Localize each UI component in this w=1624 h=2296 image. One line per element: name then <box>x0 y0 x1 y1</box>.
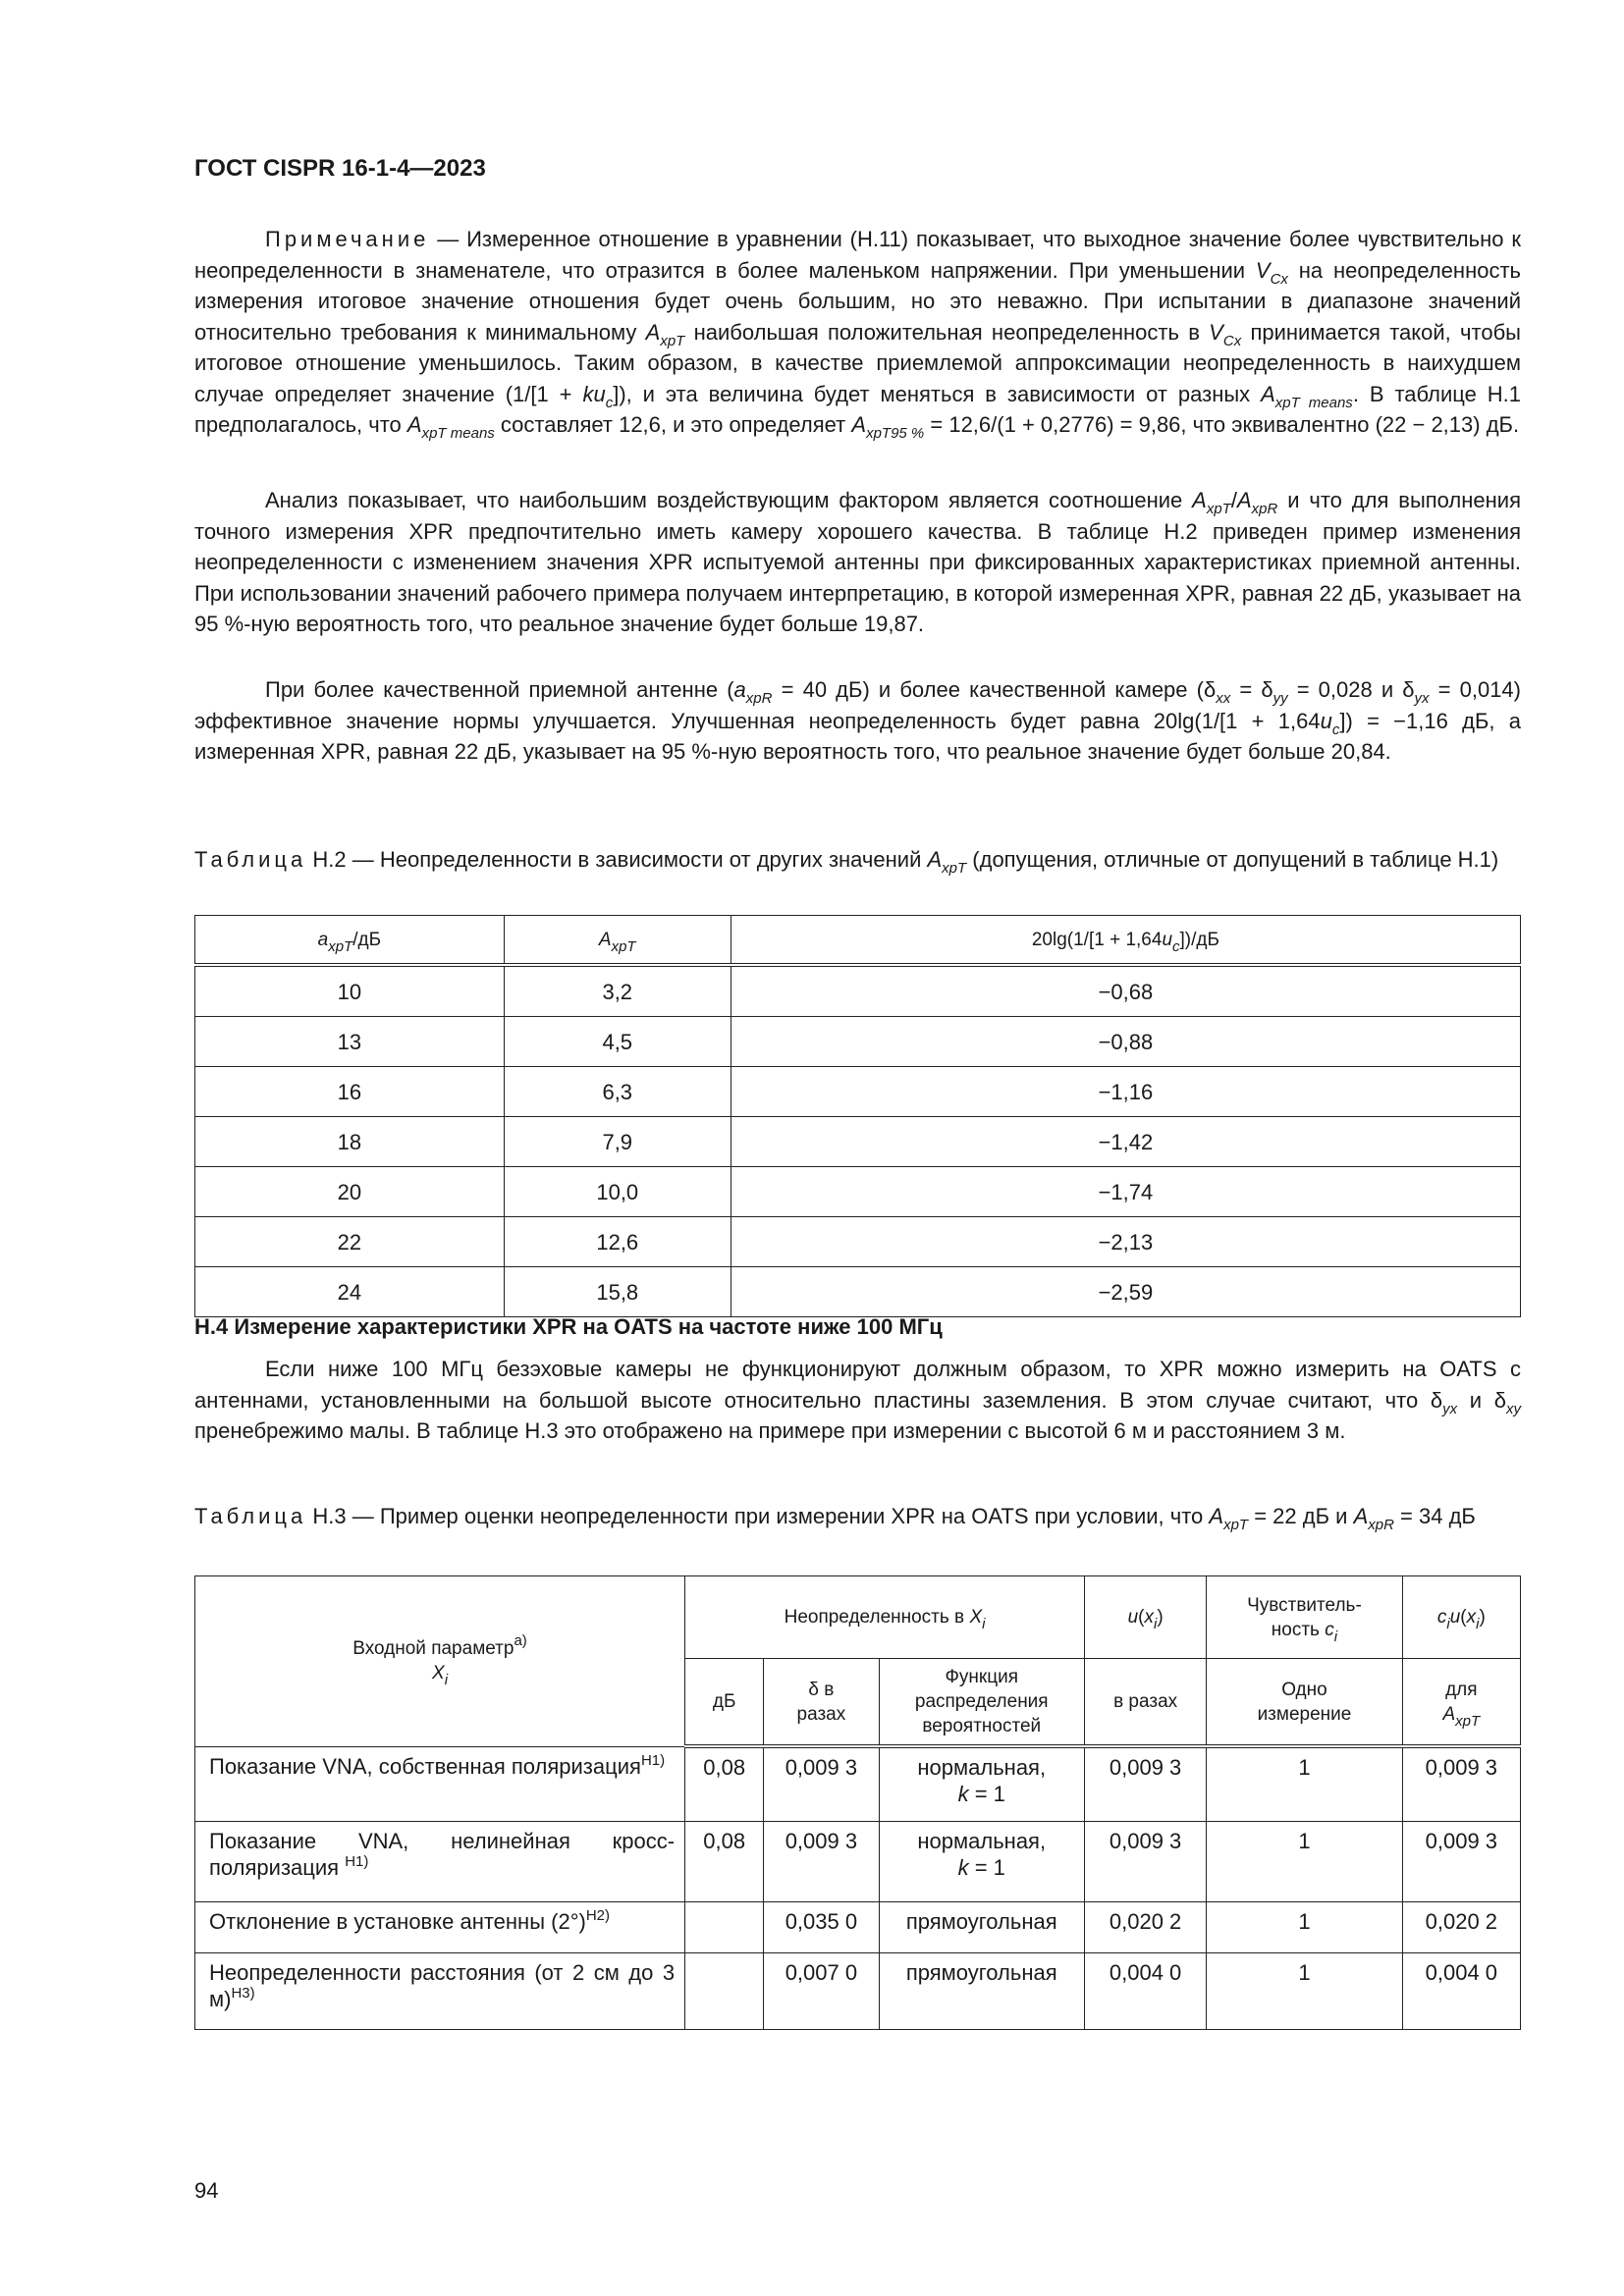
text-run: i <box>1476 1616 1480 1632</box>
table-cell: 4,5 <box>504 1017 731 1067</box>
text-run: Показание VNA, нелинейная кросс-поляризация <box>209 1828 676 1880</box>
table-cell: −0,68 <box>731 965 1520 1017</box>
text-run: ( <box>1138 1607 1145 1628</box>
text-run: (допущения, отличные от допущений в таблице Н.1) <box>966 847 1499 872</box>
text-run: 0,009 3 <box>1425 1828 1498 1853</box>
text-run: yx <box>1442 1400 1458 1417</box>
header-ci-u <box>1402 1576 1520 1659</box>
table-row <box>195 965 1521 1017</box>
text-run: 0,009 3 <box>1109 1755 1182 1780</box>
text-run: 0,020 2 <box>1109 1908 1182 1934</box>
table-cell <box>879 1821 1084 1901</box>
section-h4-paragraph <box>194 1354 1521 1447</box>
table-row <box>195 1217 1521 1267</box>
table-cell: 24 <box>195 1267 505 1317</box>
text-run: xpT <box>1206 501 1231 517</box>
text-run: Н.2 — Неопределенности в зависимости от других значений <box>306 847 928 872</box>
text-run: c <box>1331 721 1340 738</box>
text-run: = 12,6/(1 + 0,2776) = 9,86, что эквивалентно (22 − 2,13) дБ. <box>924 412 1520 437</box>
text-run: 0,007 0 <box>785 1959 858 1985</box>
text-run: ) <box>1479 1607 1486 1628</box>
text-run: 1 <box>1298 1755 1311 1780</box>
text-run: составляет 12,6, и это определяет <box>494 412 852 437</box>
text-run: ]) = −1,16 дБ, а измеренная XPR, равная 22 дБ, указывает на 95 %-ную вероятность того, что реальное значение будет больше 20,84. <box>194 708 1521 764</box>
text-run: Cx <box>1270 270 1288 288</box>
text-run: 0,08 <box>703 1755 746 1780</box>
text-run: прямоугольная <box>905 1959 1057 1985</box>
section-h4-heading: Н.4 Измерение характеристики XPR на OATS на частоте ниже 100 МГц <box>194 1314 943 1339</box>
table-row <box>195 1017 1521 1067</box>
text-run: A <box>1442 1703 1456 1725</box>
header-single <box>1207 1659 1402 1747</box>
text-run: A <box>851 412 867 437</box>
text-run: xpT <box>1455 1712 1481 1730</box>
text-run: A <box>1236 488 1252 512</box>
text-run: i <box>444 1672 449 1689</box>
text-run: = 34 дБ <box>1393 1504 1476 1528</box>
table-cell: −2,13 <box>731 1217 1520 1267</box>
text-run: ) <box>1157 1607 1164 1628</box>
text-run: 0,08 <box>703 1828 746 1853</box>
text-run: Примечание <box>265 227 430 251</box>
table-h2 <box>194 915 1521 1317</box>
text-run: A <box>1353 1504 1369 1528</box>
table-cell: 12,6 <box>504 1217 731 1267</box>
text-run: ( <box>1460 1607 1467 1628</box>
table-cell <box>1402 1952 1520 2029</box>
text-run: c <box>1172 937 1180 955</box>
text-run: xpT means <box>1274 394 1353 411</box>
text-run: Анализ показывает, что наибольшим воздействующим фактором является соотношение <box>265 488 1193 512</box>
table-h3-caption <box>194 1501 1521 1532</box>
text-run: принимается такой, чтобы итоговое отношение уменьшилось. Таким образом, в качестве приемлемой аппроксимации неопределенность в наихудшем случае определяет значение (1/[1 + <box>194 319 1521 406</box>
text-run: yx <box>1414 690 1430 707</box>
text-run: нормальная, <box>917 1828 1047 1853</box>
table-cell: −2,59 <box>731 1267 1520 1317</box>
table-cell: 10 <box>195 965 505 1017</box>
text-run: A <box>1192 488 1207 512</box>
table-header-row <box>195 916 1521 966</box>
text-run: yy <box>1272 690 1288 707</box>
text-run: xpT <box>328 937 353 955</box>
text-run: = 1 <box>968 1782 1005 1806</box>
text-run: u <box>1127 1607 1139 1628</box>
text-run: и что для выполнения точного измерения XPR предпочтительно иметь камеру хорошего качества. В таблице Н.2 приведен пример изменения неопределенности с изменением значения XPR испытуемой антенны при фиксированных характеристиках приемной антенны. При использовании значений рабочего примера получаем интерпретацию, в которой измеренная XPR, равная 22 дБ, указывает на 95 %-ную вероятность того, что реальное значение будет больше 19,87. <box>194 488 1521 636</box>
text-run: V <box>1209 319 1223 345</box>
text-run: xpT <box>942 860 967 877</box>
table-h2-caption <box>194 844 1521 876</box>
text-run: A <box>1209 1504 1224 1528</box>
text-run: u <box>1449 1607 1461 1628</box>
text-run: дБ <box>712 1691 736 1712</box>
text-run: A <box>645 319 661 345</box>
text-run: — Измеренное отношение в уравнении (Н.11) показывает, что выходное значение более чувствительно к неопределенности в знаменателе, что отразится в более маленьком напряжении. При уменьшении <box>194 227 1521 283</box>
header-db <box>685 1659 764 1747</box>
table-cell <box>1207 1952 1402 2029</box>
text-run: X <box>969 1607 983 1628</box>
input-parameter-cell <box>195 1821 685 1901</box>
text-run: Н.3 — Пример оценки неопределенности при измерении XPR на OATS при условии, что <box>306 1504 1210 1528</box>
table-cell <box>685 1821 764 1901</box>
table-row <box>195 1167 1521 1217</box>
table-cell: 16 <box>195 1067 505 1117</box>
text-run: i <box>1153 1616 1158 1632</box>
table-cell: −1,16 <box>731 1067 1520 1117</box>
table-cell: 3,2 <box>504 965 731 1017</box>
header-times <box>1084 1659 1206 1747</box>
table-cell: 6,3 <box>504 1067 731 1117</box>
table-cell <box>1402 1746 1520 1821</box>
table-cell <box>1207 1746 1402 1821</box>
text-run: δ в разах <box>796 1679 846 1725</box>
text-run: c <box>1325 1619 1334 1640</box>
text-run: Функция распределения вероятностей <box>914 1667 1049 1736</box>
table-cell: 10,0 <box>504 1167 731 1217</box>
text-run: /дБ <box>352 929 382 950</box>
text-run: xpR <box>1368 1517 1394 1533</box>
header-u <box>1084 1576 1206 1659</box>
text-run: x <box>1144 1607 1154 1628</box>
text-run: наибольшая положительная неопределенность в <box>684 319 1210 345</box>
text-run: xpT95 % <box>866 425 925 442</box>
text-run: c <box>1436 1607 1447 1628</box>
table-cell <box>685 1746 764 1821</box>
text-run: При более качественной приемной антенне ( <box>265 677 734 702</box>
table-cell: 7,9 <box>504 1117 731 1167</box>
improvement-paragraph <box>194 674 1521 768</box>
text-run: = 0,028 и δ <box>1287 677 1415 702</box>
table-row <box>195 1901 1521 1952</box>
table-cell: 13 <box>195 1017 505 1067</box>
text-run: xpR <box>1251 501 1278 517</box>
text-run: a <box>733 677 746 702</box>
text-run: i <box>1446 1616 1450 1632</box>
text-run: = 1 <box>968 1854 1005 1880</box>
table-cell <box>1402 1821 1520 1901</box>
table-cell <box>764 1901 879 1952</box>
header-delta <box>764 1659 879 1747</box>
analysis-paragraph <box>194 485 1521 640</box>
table-row <box>195 1952 1521 2029</box>
text-run: 0,004 0 <box>1109 1959 1182 1985</box>
text-run: 0,009 3 <box>1109 1828 1182 1853</box>
table-cell <box>764 1821 879 1901</box>
table-h3 <box>194 1575 1521 2030</box>
table-cell: 18 <box>195 1117 505 1167</box>
input-parameter-cell <box>195 1901 685 1952</box>
text-run: ])/дБ <box>1179 929 1219 950</box>
table-cell: 22 <box>195 1217 505 1267</box>
header-distribution <box>879 1659 1084 1747</box>
text-run: на неопределенность измерения итоговое значение отношения будет очень большим, но это неважно. При испытании в диапазоне значений относительно требования к минимальному <box>194 257 1521 345</box>
text-run: A <box>927 847 943 872</box>
text-run: нормальная, <box>917 1755 1047 1780</box>
text-run: i <box>982 1616 986 1632</box>
text-run: a) <box>514 1632 527 1650</box>
table-row <box>195 1821 1521 1901</box>
text-run: = 40 дБ) и более качественной камере (δ <box>772 677 1217 702</box>
column-header <box>731 916 1520 966</box>
text-run: 0,035 0 <box>785 1908 858 1934</box>
text-run: u <box>1320 708 1332 733</box>
table-cell <box>1207 1901 1402 1952</box>
text-run: Неопределенности расстояния (от 2 см до 3 м) <box>209 1959 676 2011</box>
table-cell: 20 <box>195 1167 505 1217</box>
text-run: k <box>957 1782 969 1806</box>
text-run: Таблица <box>194 847 307 872</box>
text-run: = 22 дБ и <box>1248 1504 1354 1528</box>
text-run: Неопределенность в <box>784 1607 970 1628</box>
text-run: V <box>1255 257 1271 283</box>
table-cell <box>1084 1821 1206 1901</box>
text-run: 0,009 3 <box>785 1755 858 1780</box>
table-row <box>195 1746 1521 1821</box>
text-run: X <box>432 1663 445 1684</box>
text-run: xpT <box>611 937 636 955</box>
column-header <box>504 916 731 966</box>
input-parameter-cell <box>195 1746 685 1821</box>
text-run: 1 <box>1298 1828 1311 1853</box>
text-run: 0,009 3 <box>1425 1755 1498 1780</box>
table-cell <box>685 1952 764 2029</box>
table-row <box>195 1117 1521 1167</box>
header-uncertainty <box>685 1576 1085 1659</box>
text-run: xpR <box>745 690 773 707</box>
text-run: xy <box>1506 1400 1522 1417</box>
text-run: H2) <box>585 1906 610 1924</box>
text-run: Таблица <box>194 1504 307 1528</box>
text-run: a <box>317 929 329 950</box>
header-input-parameter <box>195 1576 685 1747</box>
text-run: 1 <box>1298 1908 1311 1934</box>
text-run: Отклонение в установке антенны (2°) <box>209 1908 586 1934</box>
text-run: Одно измерение <box>1257 1679 1352 1725</box>
text-run: k <box>957 1854 969 1880</box>
text-run: и δ <box>1457 1387 1507 1413</box>
table-cell <box>1207 1821 1402 1901</box>
text-run: A <box>598 929 612 950</box>
text-run: в разах <box>1113 1691 1178 1712</box>
table-cell <box>1084 1746 1206 1821</box>
input-parameter-cell <box>195 1952 685 2029</box>
table-cell: −1,74 <box>731 1167 1520 1217</box>
text-run: = 0,014) эффективное значение нормы улучшается. Улучшенная неопределенность будет равна 20lg(1/[1 + 1,64 <box>194 677 1521 733</box>
text-run: 20lg(1/[1 + 1,64 <box>1031 929 1163 950</box>
text-run: ]), и эта величина будет меняться в зависимости от разных <box>613 381 1262 406</box>
table-cell <box>879 1901 1084 1952</box>
text-run: xx <box>1216 690 1231 707</box>
note-paragraph <box>194 224 1521 441</box>
text-run: A <box>1261 381 1275 406</box>
text-run: H3) <box>231 1984 255 2002</box>
text-run: . В таблице Н.1 предполагалось, что <box>194 381 1522 437</box>
text-run: / <box>1230 488 1237 512</box>
column-header <box>195 916 505 966</box>
table-cell <box>879 1952 1084 2029</box>
table-cell <box>764 1952 879 2029</box>
text-run: 0,004 0 <box>1425 1959 1498 1985</box>
text-run: ku <box>582 381 606 406</box>
text-run: Входной параметр <box>352 1638 514 1660</box>
text-run: 0,020 2 <box>1425 1908 1498 1934</box>
table-cell <box>1084 1952 1206 2029</box>
text-run: c <box>605 394 614 411</box>
table-cell <box>1084 1901 1206 1952</box>
text-run: 1 <box>1298 1959 1311 1985</box>
text-run: Показание VNA, собственная поляризация <box>209 1753 641 1779</box>
text-run: H1) <box>345 1852 369 1870</box>
text-run: H1) <box>640 1751 666 1769</box>
table-cell <box>879 1746 1084 1821</box>
text-run: i <box>1333 1628 1338 1645</box>
table-cell: 15,8 <box>504 1267 731 1317</box>
document-header: ГОСТ CISPR 16-1-4—2023 <box>194 155 486 182</box>
text-run: пренебрежимо малы. В таблице Н.3 это отображено на примере при измерении с высотой 6 м и расстоянием 3 м. <box>194 1418 1346 1443</box>
text-run: xpT means <box>421 425 495 442</box>
text-run: = δ <box>1230 677 1273 702</box>
table-cell <box>685 1901 764 1952</box>
table-cell: −0,88 <box>731 1017 1520 1067</box>
text-run: для <box>1445 1679 1478 1700</box>
header-for-axpt <box>1402 1659 1520 1747</box>
text-run: xpT <box>1223 1517 1249 1533</box>
table-cell <box>764 1746 879 1821</box>
text-run: Cx <box>1222 332 1242 349</box>
text-run: Если ниже 100 МГц безэховые камеры не функционируют должным образом, то XPR можно измерить на OATS с антеннами, установленными на большой высоте относительно пластины заземления. В этом случае считают, что δ <box>194 1357 1521 1413</box>
text-run: 0,009 3 <box>785 1828 858 1853</box>
text-run: x <box>1466 1607 1477 1628</box>
table-row <box>195 1067 1521 1117</box>
text-run: Чувствитель- ность <box>1247 1594 1362 1640</box>
table-cell: −1,42 <box>731 1117 1520 1167</box>
text-run: xpT <box>660 332 685 349</box>
page-number: 94 <box>194 2178 219 2203</box>
text-run: u <box>1162 929 1173 950</box>
text-run: прямоугольная <box>905 1908 1057 1934</box>
table-row <box>195 1267 1521 1317</box>
table-cell <box>1402 1901 1520 1952</box>
text-run: A <box>406 412 422 437</box>
header-sensitivity <box>1207 1576 1402 1659</box>
